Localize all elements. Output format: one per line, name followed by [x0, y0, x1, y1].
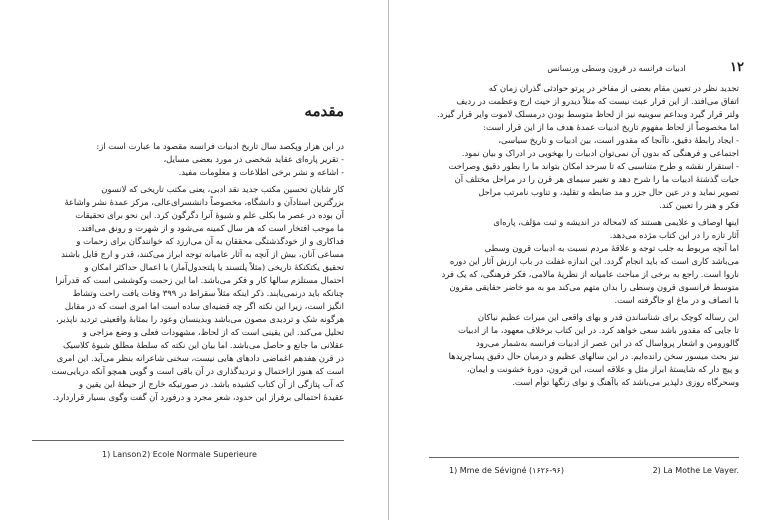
text-line: متوسط فرانسوی قرون وسطی را بدان متهم می‌کند مو به مو خاضر حقایقی مقرون: [449, 282, 739, 292]
text-line: ناروا است. راجع به برخی از مباحث عامیانه از نظریهٔ مالامی، فکر فرهنگی، که یک فرد: [441, 269, 739, 279]
footnote-divider: [429, 457, 739, 458]
text-line: و پیچ دار که شایستهٔ ابراز مثل و علاقه است، این قرون، دورهٔ خشونت و ایمان،: [466, 364, 739, 374]
text-line: که آب پتازگی از آن کتاب کشیده باشد. در صورتیکه خارج از حیطهٔ این یقین و: [79, 379, 344, 389]
text-line: تصویر نماید و در عین حال جزر و مد ضابطه و تقلید، و تناوب نامرتب مراحل: [478, 187, 739, 197]
text-line: انگیز است، زیرا این نکته اگر چه قضیه‌ای ساده است اما امری است که در مقابل: [64, 301, 344, 311]
right-page: [388, 0, 768, 520]
footnote: 2) La Mothe Le Vayer.: [652, 466, 739, 475]
right-footnotes: [429, 466, 739, 478]
left-page-body: [32, 140, 344, 404]
page-header: [439, 60, 744, 80]
footnote-divider: [32, 440, 344, 441]
text-line: می‌باشد کاری است که باید انجام گردد. این اندازه غفلت در باب ارزش آثار این دوره: [449, 256, 739, 266]
text-line: ولتر قرار گیرد وبداعم سوینیه نیز از لحاظ متوسط بودن درمسلک لاموت وایر قرار گیرد.: [436, 109, 739, 119]
running-head: ادبیات فرانسه در قرون وسطی ورنسانس: [547, 64, 686, 73]
text-line: اما مخصوصاً از لحاظ مفهوم تاریخ ادبیات عمدهٔ هدف ما از این قرار است:: [483, 122, 739, 132]
footnote: 1) Lanson: [102, 450, 142, 459]
text-line: چنانکه باید درنمی‌یابند. ذکر اینکه مثلاً سقراط در ۳۹۹ وفات یافت راحت وتشاط: [72, 288, 344, 298]
text-line: اتفاق می‌افتد. از این قرار عبث نیست که مثلاً دیدرو از حیث ارج وعظمت در ردیف: [456, 96, 739, 106]
chapter-title: مقدمه: [304, 102, 344, 120]
text-line: وسحرگاه روزی دلپذیر می‌باشد که باآهنگ و نوای زنگها توأم است.: [512, 377, 739, 387]
text-line: اینها اوصاف و علایمی هستند که لامحاله در اندیشه و ثبت مؤلف، پاره‌ای: [493, 217, 739, 227]
text-line: در این هزار وپکصد سال تاریخ ادبیات فرانسه مقصود ما عبارت است از:: [96, 141, 344, 151]
text-line: در قرن هفدهم اغماضی دادهای هایی نیست، سخنی شاعرانه بنظر می‌آید. این امری: [56, 353, 344, 363]
text-line: با انصاف و در ماغ او جاگرفته است.: [614, 295, 739, 305]
text-line: مساعی آنان، بیش از آنچه به آثار عامیانه توجه ابراز می‌کنند، قدر و ارج قایل باشند: [61, 249, 344, 259]
text-line: فکر و هنر را تعیین کند.: [659, 200, 739, 210]
right-page-body: [429, 82, 739, 389]
text-line: احتمال مستلزم سالها کار و فکر می‌باشد. اما این زحمت وکوششی است که قدرآنرا: [55, 275, 344, 285]
text-line: بزرگترین استادآن و دانشگاه، مخصوصاً دانشسرای‌عالی، مرکز عمدهٔ نشر واشاعهٔ: [64, 197, 344, 207]
text-line: هرگونه شک و تردیدی مصون می‌باشد وبدینسان وعود را بمثابهٔ واقعیتی تردید ناپذیر،: [55, 314, 344, 324]
text-line: کار شایان تحسین مکتب جدید نقد ادبی، یعنی مکتب تاریخی که لانسون: [101, 184, 344, 194]
text-line: آن بوده در عصر ما بکلی علم و شیوهٔ آنرا دگرگون کرد. این نحو برای تحقیقات: [75, 210, 344, 220]
text-line: تا جایی که مقدور باشد سعی خواهد کرد. در این کتاب برخلاف معهود، ما از ادبیات: [458, 325, 739, 335]
text-line: فداکاری و از خودگذشتگی محققان به آن می‌ارزد که خوانندگان برای زحمات و: [76, 236, 344, 246]
text-line: - تقریر پاره‌ای عقاید شخصی در مورد بعضی مسایل،: [163, 154, 344, 164]
footnote: 2) Ecole Normale Superieure: [142, 450, 257, 459]
left-footnotes: [32, 450, 344, 462]
text-line: اجتماعی و فرهنگی که بدون آن نمی‌توان ادبیات را بهخوبی در ادراک و بیان نمود.: [461, 148, 739, 158]
text-line: - ایجاد رابطهٔ دقیق، تاآنجا که مقدور است، بین ادبیات و تاریخ سیاسی،: [498, 135, 739, 145]
text-line: تحلیل می‌کند. این یقینی است که از لحاظ، مشهودات فعلی و وضع مزاجی و: [82, 327, 344, 337]
page-number: ۱۲: [730, 60, 744, 75]
footnote: 1) Mme de Sévigné (۱۶۲۶-۹۶): [449, 466, 564, 475]
text-line: ما موجب افتخار است که هر سال کمینه می‌شود و از شهرت و رونق می‌افتد.: [78, 223, 344, 233]
text-line: تجدید نظر در تعیین مقام بعضی از مفاخر در پرتو حوادثی گذران زمان که: [488, 83, 739, 93]
text-line: نیز بحث میسور سخن رانده‌ایم. در این سالهای عظیم و درمیان حال دقیق پساچریدها: [448, 351, 739, 361]
text-line: تحقیق یکتکنکهٔ تاریخی (مثلاً پلتسند یا پلتجدول‌آمار) با اعمال حداکثر امکان و: [84, 262, 344, 272]
text-line: است که هنوز ازاختمال و تردیدگذاری در آن باقی است و گویی همچو آنکه دریایی‌ست: [51, 366, 344, 376]
text-line: عقلانی ما جانع و حاصل می‌باشد. اما بیان این نکته که سلطهٔ مطلق شیوهٔ کلاسیک: [63, 340, 344, 350]
text-line: - استقرار نقشه و طرح متناسبی که تا سرحد امکان بتواند ما را بطور دقیق وصراحت: [448, 161, 739, 171]
text-line: عقیدهٔ احتمالی برفراز این حدود، شعر مجرد و درفورد آن گفت وگوی بسیار قراردارد.: [52, 392, 344, 402]
text-line: - اشاعه و نشر برخی اطلاعات و معلومات مفید.: [178, 167, 344, 177]
text-line: گالورومن و اشعار پرواسال که در این عصر از ادبیات فرانسه به‌شمار می‌رود: [475, 338, 739, 348]
text-line: آثار تازه را در این کتاب مژده می‌دهد.: [609, 230, 739, 240]
text-line: اما آنچه مربوط به جلب توجه و علاقهٔ مردم نسبت به ادبیات قرون وسطی: [484, 243, 739, 253]
text-line: این رساله کوچک برای شناساندن قدر و بهای واقعی این میراث عظیم نیاکان: [477, 312, 739, 322]
text-line: حیات گذشتهٔ ادبیات ما را شرح دهد و تغییر سیمای هر قرن را در مراحل مختلف آن: [454, 174, 739, 184]
